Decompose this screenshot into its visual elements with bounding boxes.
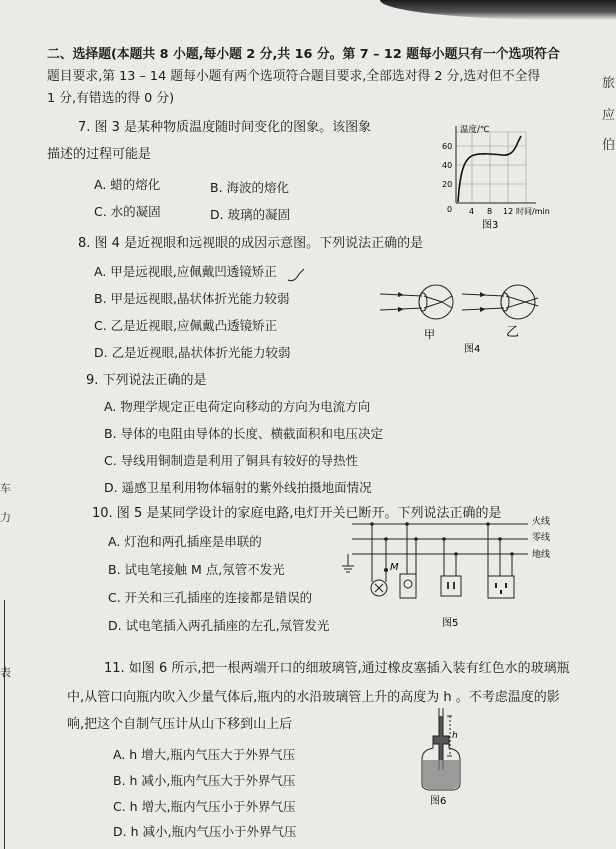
q7-stem: 描述的过程可能是 xyxy=(47,147,152,162)
fig3-xtick: 12 xyxy=(503,207,514,216)
q8-stem: 8. 图 4 是近视眼和远视眼的成因示意图。下列说法正确的是 xyxy=(78,236,424,251)
q8-option-d: D. 乙是近视眼,晶状体折光能力较弱 xyxy=(94,345,291,360)
figure-3-graph xyxy=(430,122,560,232)
q9-option-b: B. 导体的电阻由导体的长度、横截面积和电压决定 xyxy=(104,426,384,441)
q9-option-c: C. 导线用铜制造是利用了铜具有较好的导热性 xyxy=(104,453,359,468)
fig3-xlabel: 时间/min xyxy=(516,207,550,216)
fig4-label-jia: 甲 xyxy=(424,328,435,341)
margin-char: 旅 xyxy=(602,76,616,91)
fig6-height-h: h xyxy=(452,731,458,741)
margin-char: 力 xyxy=(0,511,11,524)
q11-stem: 中,从管口向瓶内吹入少量气体后,瓶内的水沿玻璃管上升的高度为 h 。不考虑温度的影 xyxy=(67,690,560,705)
fig3-ylabel: 温度/℃ xyxy=(460,125,490,135)
section-heading: 二、选择题(本题共 8 小题,每小题 2 分,共 16 分。第 7 – 12 题每小题只有一个选项符合 xyxy=(47,47,560,62)
q11-option-b: B. h 减小,瓶内气压大于外界气压 xyxy=(113,773,296,788)
section-text: 题目要求,第 13 – 14 题每小题有两个选项符合题目要求,全部选对得 2 分,选对但不全得 xyxy=(47,69,541,84)
fig3-origin: 0 xyxy=(447,205,453,214)
q10-option-c: C. 开关和三孔插座的连接都是错误的 xyxy=(108,590,313,605)
q9-option-a: A. 物理学规定正电荷定向移动的方向为电流方向 xyxy=(104,399,371,414)
q8-option-b: B. 甲是远视眼,晶状体折光能力较弱 xyxy=(94,291,290,306)
q10-option-b: B. 试电笔接触 M 点,氖管不发光 xyxy=(108,562,285,577)
pencil-mark xyxy=(286,268,306,284)
q8-option-a: A. 甲是远视眼,应佩戴凹透镜矫正 xyxy=(94,264,277,279)
fig5-live-wire: 火线 xyxy=(532,517,551,527)
margin-line xyxy=(0,600,5,849)
section-text: 1 分,有错选的得 0 分) xyxy=(47,91,175,106)
fig3-ytick: 20 xyxy=(442,180,453,189)
fig4-label-yi: 乙 xyxy=(506,325,520,340)
q7-option-d: D. 玻璃的凝固 xyxy=(210,207,291,222)
q11-stem: 11. 如图 6 所示,把一根两端开口的细玻璃管,通过橡皮塞插入装有红色水的玻璃瓶 xyxy=(104,661,570,676)
q11-stem: 响,把这个自制气压计从山下移到山上后 xyxy=(67,717,293,732)
q7-option-a: A. 蜡的熔化 xyxy=(94,177,161,192)
fig5-point-m: M xyxy=(390,562,399,573)
q7-option-c: C. 水的凝固 xyxy=(94,204,161,219)
q8-option-c: C. 乙是近视眼,应佩戴凸透镜矫正 xyxy=(94,318,278,333)
fig5-caption: 图5 xyxy=(442,618,459,629)
q11-option-c: C. h 增大,瓶内气压小于外界气压 xyxy=(113,799,296,814)
figure-5-circuit xyxy=(338,512,558,636)
q9-stem: 9. 下列说法正确的是 xyxy=(86,373,207,388)
q10-stem: 10. 图 5 是某同学设计的家庭电路,电灯开关已断开。下列说法正确的是 xyxy=(92,506,502,521)
q10-option-d: D. 试电笔插入两孔插座的左孔,氖管发光 xyxy=(108,618,330,633)
margin-char: 表 xyxy=(0,666,11,679)
q11-option-d: D. h 减小,瓶内气压小于外界气压 xyxy=(113,824,297,839)
fig3-xtick: 4 xyxy=(469,207,475,216)
margin-char: 伯 xyxy=(602,138,616,153)
q11-option-a: A. h 增大,瓶内气压大于外界气压 xyxy=(113,747,296,762)
fig4-caption: 图4 xyxy=(464,344,481,355)
fig5-neutral-wire: 零线 xyxy=(532,533,551,543)
q10-option-a: A. 灯泡和两孔插座是串联的 xyxy=(108,534,262,549)
fig3-caption: 图3 xyxy=(482,220,499,231)
margin-char: 车 xyxy=(0,482,11,495)
q7-stem: 7. 图 3 是某种物质温度随时间变化的图象。该图象 xyxy=(78,120,372,135)
fig5-ground-wire: 地线 xyxy=(532,550,551,560)
figure-6-barometer xyxy=(418,704,478,808)
fig6-caption: 图6 xyxy=(430,796,447,807)
q9-option-d: D. 遥感卫星利用物体辐射的紫外线拍摄地面情况 xyxy=(104,480,372,495)
fig3-ytick: 40 xyxy=(442,161,453,170)
figure-4-eyes xyxy=(378,278,558,358)
fig3-xtick: 8 xyxy=(487,207,493,216)
margin-char: 应 xyxy=(602,108,616,123)
fig3-ytick: 60 xyxy=(442,142,453,151)
q7-option-b: B. 海波的熔化 xyxy=(210,180,290,195)
